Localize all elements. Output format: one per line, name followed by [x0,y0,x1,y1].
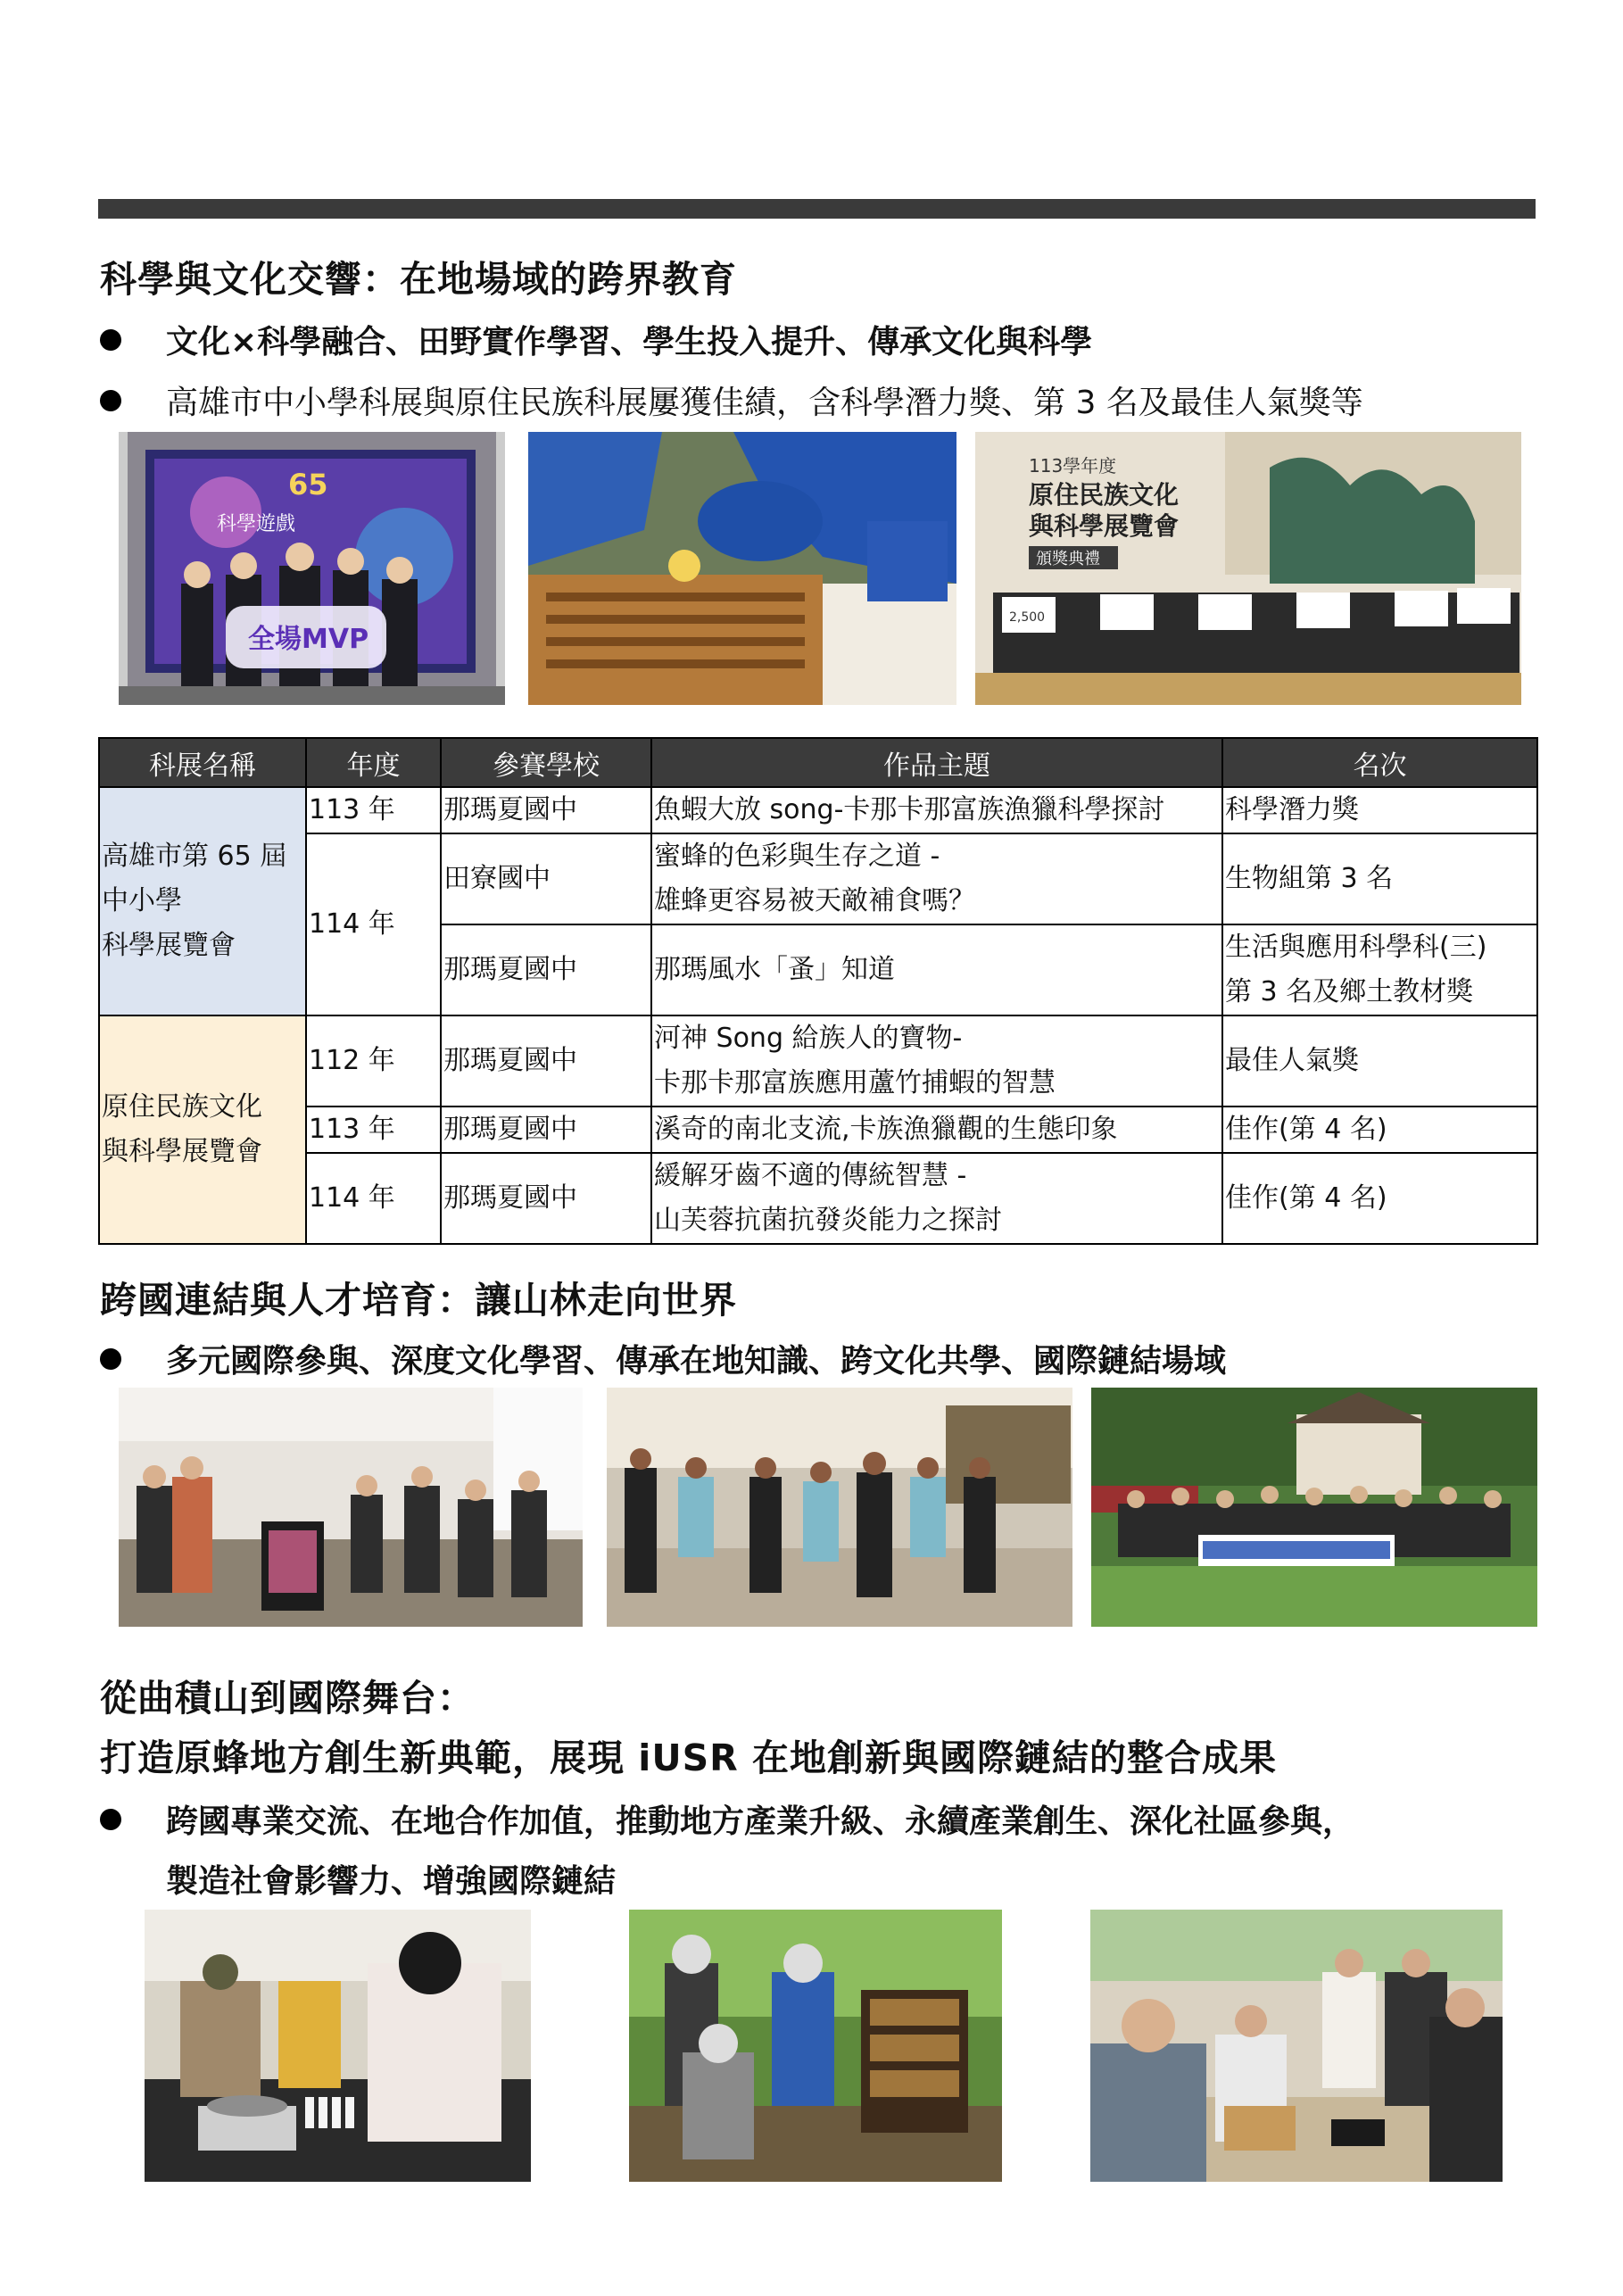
section1-bullet-2 [100,377,1363,423]
photo-museum-visit [119,1388,583,1627]
photo-cultural-dance [607,1388,1072,1627]
bullet-dot [100,1348,121,1370]
bullet-dot [100,329,121,351]
cell-topic: 魚蝦大放 song-卡那卡那富族漁獵科學探討 [651,787,1222,833]
table-row [99,1107,1537,1153]
bullet-dot [100,1809,121,1830]
header-school: 參賽學校 [441,738,651,787]
photo-beehive-inspection [629,1910,1002,2182]
section1-bullet-1 [100,317,1092,362]
header-fair-name: 科展名稱 [99,738,306,787]
section3-title-line1: 從曲積山到國際舞台： [100,1677,475,1720]
cell-rank: 科學潛力獎 [1222,787,1537,833]
section3-bullet-continuation: 製造社會影響力、增強國際鏈結 [166,1863,617,1900]
cell-topic: 緩解牙齒不適的傳統智慧 - 山芙蓉抗菌抗發炎能力之探討 [651,1153,1222,1244]
bullet-text: 多元國際參與、深度文化學習、傳承在地知識、跨文化共學、國際鏈結場域 [166,1343,1227,1380]
cell-rank: 生活與應用科學科(三) 第 3 名及鄉土教材獎 [1222,924,1537,1015]
photo3-line3: 頒獎典禮 [1036,550,1100,568]
cell-rank: 最佳人氣獎 [1222,1015,1537,1107]
photo3-year: 113學年度 [1029,455,1117,477]
cell-school: 那瑪夏國中 [441,787,651,833]
table-row [99,1015,1537,1107]
cell-rank: 生物組第 3 名 [1222,833,1537,924]
cell-year: 113 年 [306,787,441,833]
photo3-line2: 與科學展覽會 [1029,511,1180,541]
group-indigenous-fair: 原住民族文化 與科學展覽會 [99,1015,306,1244]
header-topic: 作品主題 [651,738,1222,787]
photo1-badge-text: 全場MVP [248,624,369,655]
photo3-amount: 2,500 [1009,610,1046,625]
photo-group-outdoor [1091,1388,1537,1627]
photo-science-fair-students [119,432,505,705]
cell-school: 田寮國中 [441,833,651,924]
cell-topic: 溪奇的南北支流,卡族漁獵觀的生態印象 [651,1107,1222,1153]
section3-title-line2: 打造原蜂地方創生新典範，展現 iUSR 在地創新與國際鏈結的整合成果 [100,1737,1277,1779]
section2-title: 跨國連結與人才培育：讓山林走向世界 [100,1279,737,1322]
photo-beekeeping-hive [528,432,956,705]
bullet-dot [100,390,121,411]
photo1-banner-number: 65 [288,468,328,501]
header-rank: 名次 [1222,738,1537,787]
cell-topic: 河神 Song 給族人的寶物- 卡那卡那富族應用蘆竹捕蝦的智慧 [651,1015,1222,1107]
cell-year: 112 年 [306,1015,441,1107]
table-row [99,833,1537,924]
table-header-row [99,738,1537,787]
table-row [99,1153,1537,1244]
cell-year: 114 年 [306,833,441,1015]
cell-school: 那瑪夏國中 [441,1153,651,1244]
section3-bullet [100,1796,1354,1842]
cell-school: 那瑪夏國中 [441,1015,651,1107]
photo1-banner-text: 科學遊戲 [217,513,296,535]
cell-year: 113 年 [306,1107,441,1153]
top-divider-bar [98,199,1536,219]
cell-rank: 佳作(第 4 名) [1222,1153,1537,1244]
photo-community-meeting [1090,1910,1503,2182]
group-kaohsiung-fair: 高雄市第 65 屆 中小學 科學展覽會 [99,787,306,1015]
bullet-text: 文化×科學融合、田野實作學習、學生投入提升、傳承文化與科學 [166,324,1093,361]
photo-award-ceremony [975,432,1521,705]
cell-year: 114 年 [306,1153,441,1244]
photo-lab-workshop [145,1910,531,2182]
cell-topic: 蜜蜂的色彩與生存之道 - 雄蜂更容易被天敵補食嗎？ [651,833,1222,924]
cell-school: 那瑪夏國中 [441,924,651,1015]
science-fair-results-table [98,737,1538,1245]
header-year: 年度 [306,738,441,787]
cell-school: 那瑪夏國中 [441,1107,651,1153]
bullet-text: 跨國專業交流、在地合作加值，推動地方產業升級、永續產業創生、深化社區參與， [166,1803,1355,1840]
table-row [99,787,1537,833]
section1-title: 科學與文化交響：在地場域的跨界教育 [100,258,737,301]
bullet-text: 高雄市中小學科展與原住民族科展屢獲佳績，含科學潛力獎、第 3 名及最佳人氣獎等 [166,385,1363,421]
section2-bullet [100,1336,1226,1381]
cell-topic: 那瑪風水「蚤」知道 [651,924,1222,1015]
photo3-line1: 原住民族文化 [1029,480,1180,510]
cell-rank: 佳作(第 4 名) [1222,1107,1537,1153]
